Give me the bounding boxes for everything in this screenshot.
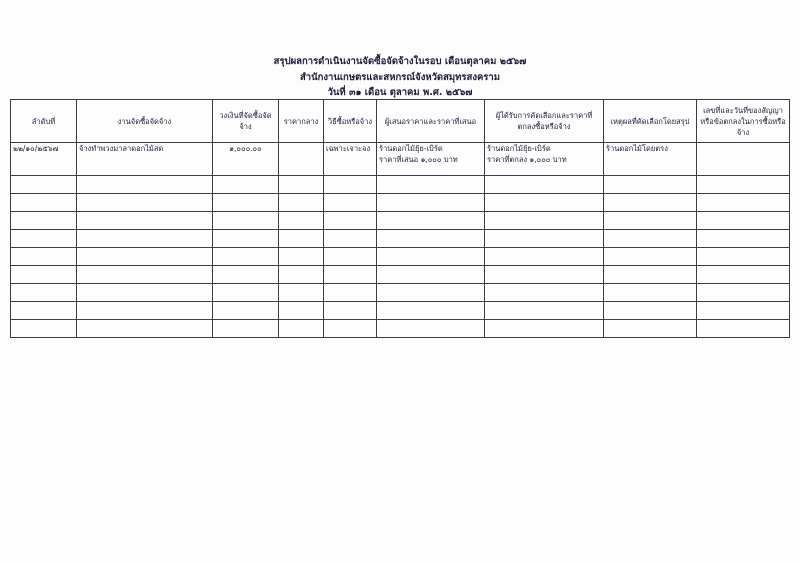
empty-cell — [213, 194, 279, 212]
empty-cell — [604, 320, 697, 338]
row-method: เฉพาะเจาะจง — [324, 143, 377, 176]
empty-cell — [279, 212, 324, 230]
column-header: ผู้ได้รับการคัดเลือกและราคาที่ตกลงซื้อหรือจ้าง — [485, 100, 604, 143]
empty-cell — [485, 248, 604, 266]
empty-cell — [604, 284, 697, 302]
empty-cell — [377, 230, 485, 248]
empty-cell — [11, 320, 77, 338]
empty-cell — [213, 302, 279, 320]
empty-cell — [11, 176, 77, 194]
empty-cell — [11, 212, 77, 230]
empty-cell — [11, 266, 77, 284]
empty-cell — [485, 284, 604, 302]
empty-cell — [485, 212, 604, 230]
empty-cell — [697, 212, 790, 230]
table-header-row — [11, 100, 790, 143]
empty-cell — [324, 194, 377, 212]
empty-cell — [697, 320, 790, 338]
empty-cell — [11, 194, 77, 212]
empty-cell — [213, 248, 279, 266]
empty-cell — [377, 212, 485, 230]
empty-table-row — [11, 248, 790, 266]
column-header: วิธีซื้อหรือจ้าง — [324, 100, 377, 143]
empty-cell — [324, 248, 377, 266]
row-item: จ้างทำพวงมาลาดอกไม้สด — [77, 143, 213, 176]
empty-table-row — [11, 230, 790, 248]
empty-table-row — [11, 266, 790, 284]
empty-cell — [324, 176, 377, 194]
column-header: ผู้เสนอราคาและราคาที่เสนอ — [377, 100, 485, 143]
empty-cell — [697, 194, 790, 212]
empty-cell — [279, 194, 324, 212]
row-bidder: ร้านดอกไม้ยุ้ย-เบิร์ด — [379, 144, 443, 153]
empty-cell — [279, 266, 324, 284]
row-winner-cell — [485, 143, 604, 176]
empty-cell — [77, 248, 213, 266]
empty-cell — [279, 248, 324, 266]
empty-cell — [377, 176, 485, 194]
empty-table-row — [11, 284, 790, 302]
empty-table-row — [11, 302, 790, 320]
empty-cell — [213, 212, 279, 230]
empty-cell — [324, 266, 377, 284]
row-bid-price: ราคาที่เสนอ ๑,๐๐๐ บาท — [379, 155, 458, 164]
row-median-price — [279, 143, 324, 176]
empty-table-row — [11, 176, 790, 194]
empty-cell — [324, 230, 377, 248]
empty-cell — [377, 302, 485, 320]
empty-cell — [697, 284, 790, 302]
empty-cell — [324, 284, 377, 302]
empty-cell — [11, 230, 77, 248]
empty-cell — [213, 176, 279, 194]
empty-cell — [697, 266, 790, 284]
column-header: วงเงินที่จัดซื้อจัดจ้าง — [213, 100, 279, 143]
empty-cell — [77, 320, 213, 338]
empty-cell — [324, 302, 377, 320]
empty-cell — [604, 176, 697, 194]
empty-cell — [279, 302, 324, 320]
empty-cell — [11, 302, 77, 320]
empty-cell — [77, 266, 213, 284]
empty-cell — [485, 194, 604, 212]
table-row — [11, 143, 790, 176]
column-header: เลขที่และวันที่ของสัญญาหรือข้อตกลงในการซื้อหรือจ้าง — [697, 100, 790, 143]
agency-name: สำนักงานเกษตรและสหกรณ์จังหวัดสมุทรสงคราม — [299, 72, 501, 83]
column-header: งานจัดซื้อจัดจ้าง — [77, 100, 213, 143]
row-bidder-cell — [377, 143, 485, 176]
empty-cell — [604, 248, 697, 266]
empty-cell — [604, 194, 697, 212]
row-reason: ร้านดอกไม้โดยตรง — [604, 143, 697, 176]
empty-table-row — [11, 320, 790, 338]
empty-cell — [213, 230, 279, 248]
column-header: เหตุผลที่คัดเลือกโดยสรุป — [604, 100, 697, 143]
empty-cell — [485, 266, 604, 284]
empty-cell — [697, 248, 790, 266]
empty-cell — [377, 266, 485, 284]
empty-cell — [77, 212, 213, 230]
empty-cell — [377, 194, 485, 212]
empty-cell — [697, 230, 790, 248]
empty-cell — [279, 284, 324, 302]
empty-cell — [697, 302, 790, 320]
empty-cell — [485, 302, 604, 320]
empty-cell — [213, 320, 279, 338]
empty-cell — [377, 320, 485, 338]
empty-cell — [377, 248, 485, 266]
empty-cell — [324, 212, 377, 230]
column-header: ลำดับที่ — [11, 100, 77, 143]
empty-cell — [324, 320, 377, 338]
empty-cell — [77, 284, 213, 302]
empty-cell — [279, 176, 324, 194]
empty-cell — [77, 194, 213, 212]
report-title: สรุปผลการดำเนินงานจัดซื้อจัดจ้างในรอบ เดือนตุลาคม ๒๕๖๗ — [273, 56, 527, 67]
procurement-table — [10, 99, 790, 338]
empty-cell — [11, 284, 77, 302]
empty-cell — [377, 284, 485, 302]
empty-cell — [604, 230, 697, 248]
empty-cell — [77, 302, 213, 320]
empty-cell — [77, 176, 213, 194]
row-agreed-price: ราคาที่ตกลง ๑,๐๐๐ บาท — [487, 155, 567, 164]
empty-cell — [604, 212, 697, 230]
empty-cell — [279, 230, 324, 248]
empty-cell — [604, 266, 697, 284]
empty-cell — [213, 284, 279, 302]
empty-cell — [279, 320, 324, 338]
empty-cell — [213, 266, 279, 284]
empty-cell — [485, 176, 604, 194]
report-date: วันที่ ๓๑ เดือน ตุลาคม พ.ศ. ๒๕๖๗ — [327, 87, 473, 98]
row-winner: ร้านดอกไม้ยุ้ย-เบิร์ด — [487, 144, 551, 153]
row-contract — [697, 143, 790, 176]
empty-table-row — [11, 212, 790, 230]
empty-cell — [697, 176, 790, 194]
empty-cell — [11, 248, 77, 266]
row-number: ๒๒/๑๐/๒๕๖๗ — [11, 143, 77, 176]
row-budget: ๑,๐๐๐.๐๐ — [213, 143, 279, 176]
empty-cell — [485, 230, 604, 248]
column-header: ราคากลาง — [279, 100, 324, 143]
empty-cell — [485, 320, 604, 338]
empty-table-row — [11, 194, 790, 212]
empty-cell — [77, 230, 213, 248]
empty-cell — [604, 302, 697, 320]
